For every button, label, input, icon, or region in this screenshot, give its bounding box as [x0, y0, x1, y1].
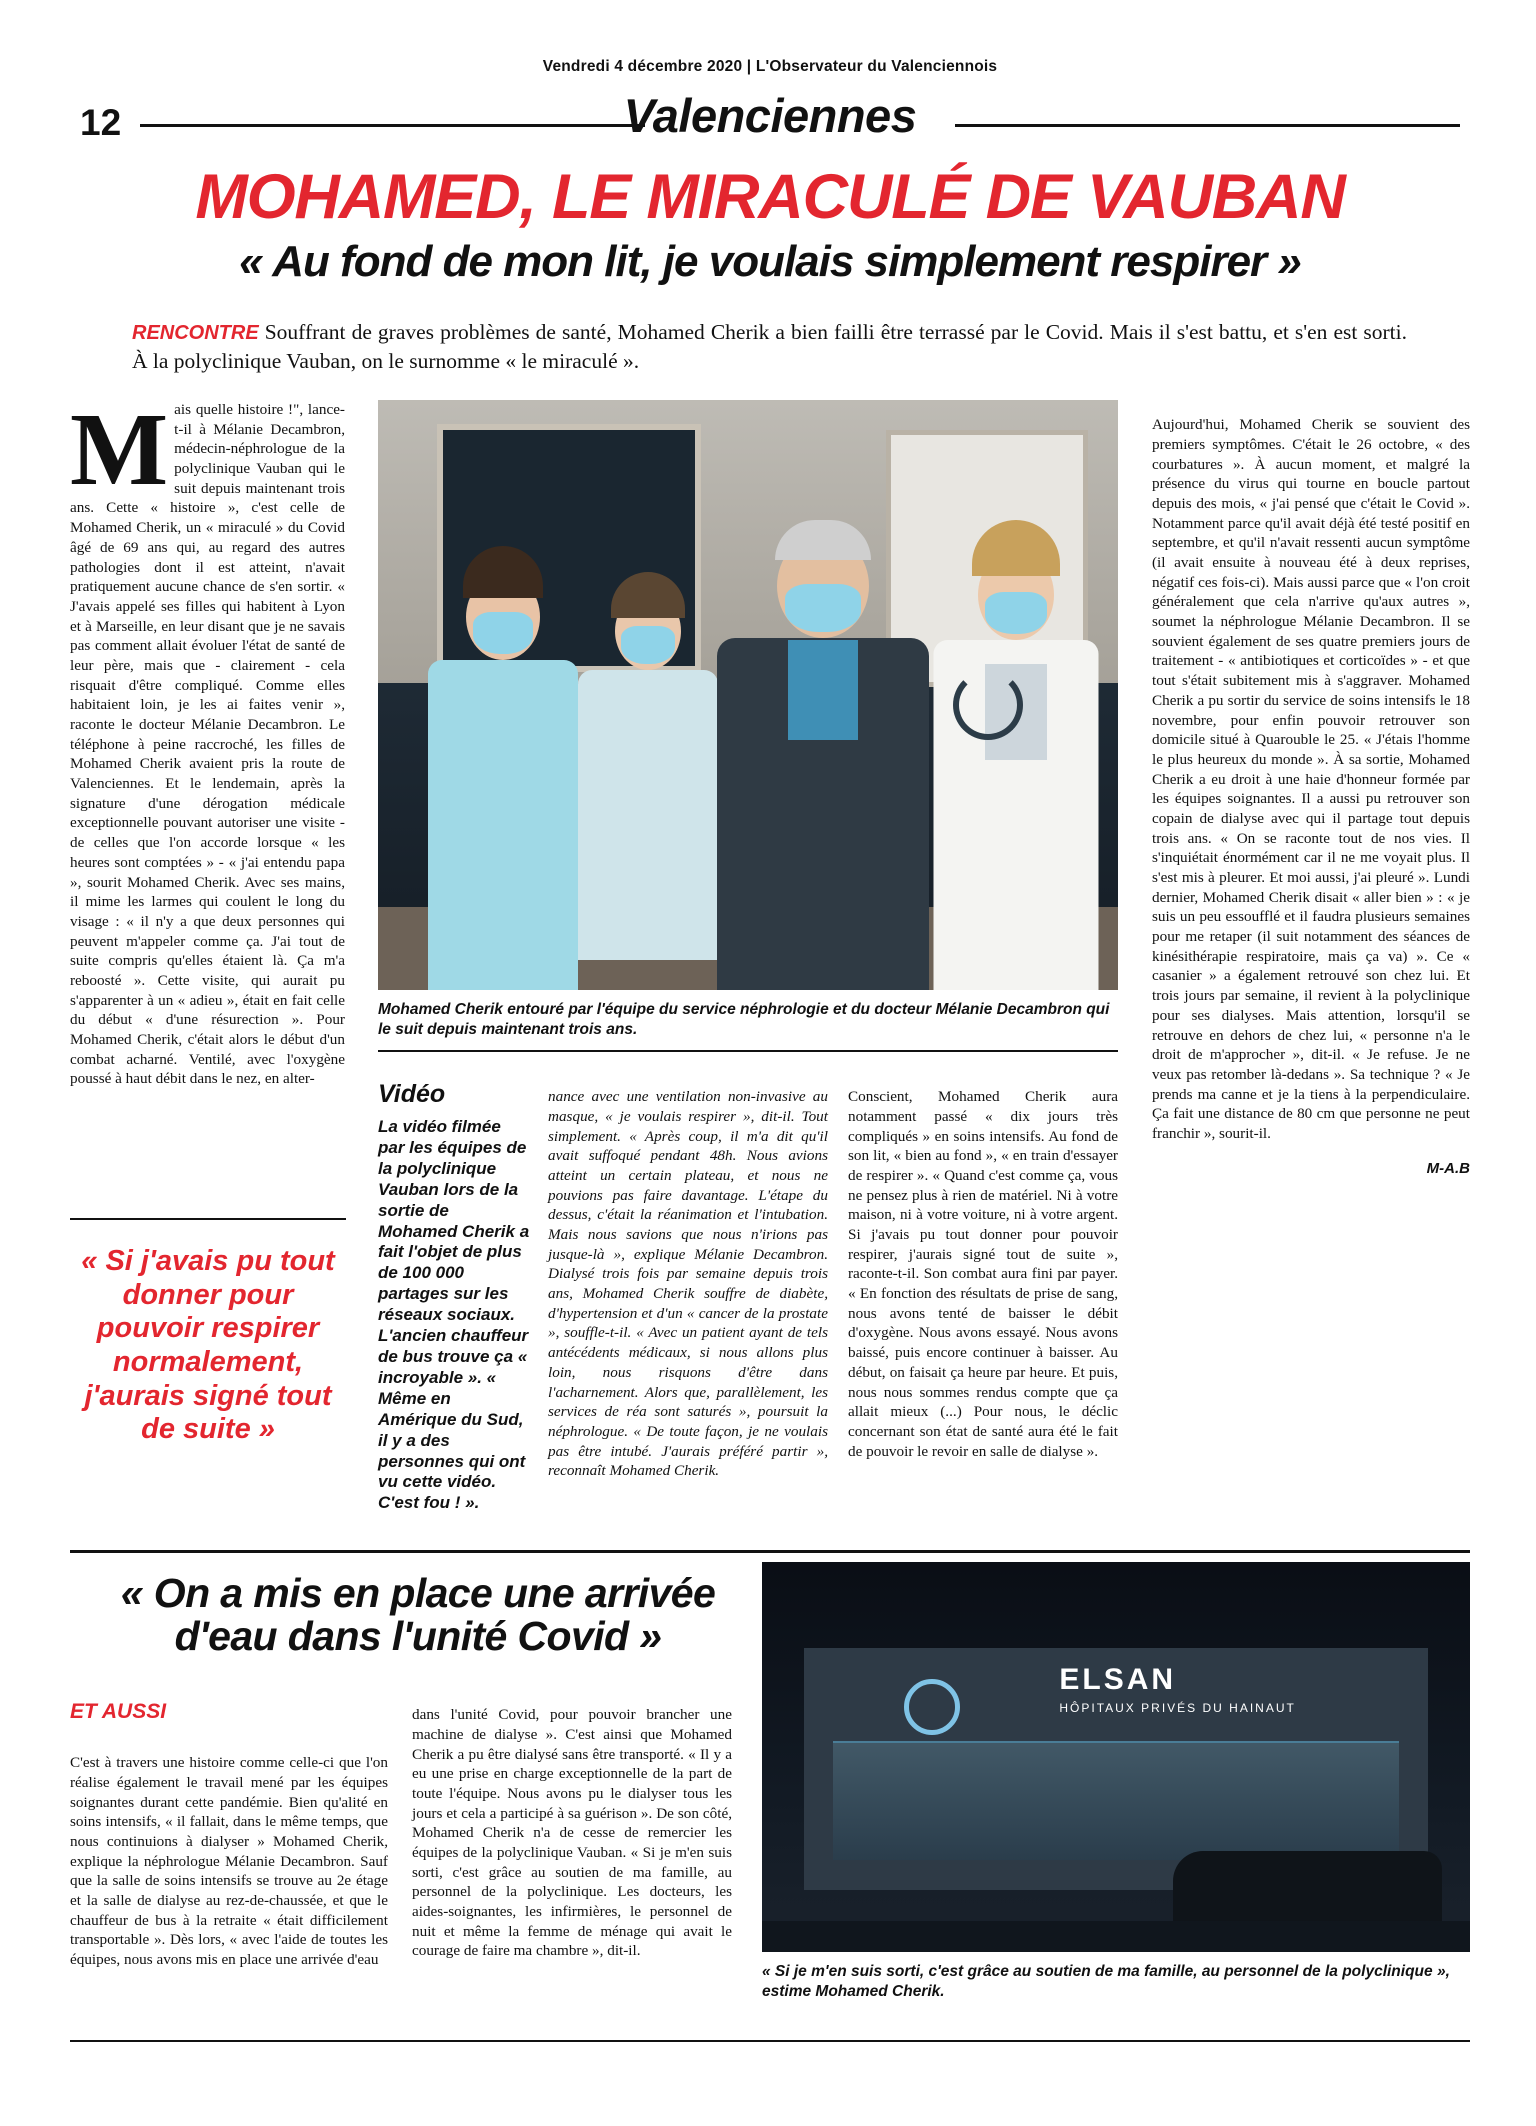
bottom-rule	[70, 2040, 1470, 2042]
secondary-article-kicker: ET AUSSI	[70, 1700, 167, 1723]
video-sidebar-title: Vidéo	[378, 1080, 446, 1108]
headline-block	[70, 162, 1470, 287]
person-nurse-back	[568, 590, 728, 990]
column-continuation-1-text: nance avec une ventilation non-invasive au masque, « je voulais respirer », dit-il. Tout simplement. « Après coup, il m'a dit qu'il avait suffoqué pendant 48h. Nous avions atteint un certain plateau, et nous ne pouvions pas faire davantage. L'étape du dessus, c'était la réanimation et l'intubation. Mais nous savions que nous n'irions pas jusque-là », explique Mélanie Decambron. Dialysé trois fois par semaine depuis trois ans, Mohamed Cherik souffre de diabète, d'hypertension et d'un « cancer de la prostate », souffle-t-il. « Avec un patient ayant de tels antécédents médicaux, si nous allons plus loin, nous risquons d'être dans l'acharnement. Alors que, parallèlement, les services de réa sont saturés », poursuit la néphrologue. « De toute façon, je ne voulais pas être intubé. J'aurais préféré partir », reconnaît Mohamed Cherik.	[548, 1088, 828, 1480]
column-right	[1152, 400, 1470, 1178]
secondary-photo	[762, 1562, 1470, 1952]
lede-text: ais quelle histoire !", lance-t-il à Mélanie Decambron, médecin-néphrologue de la polyclinique Vauban qui le suit depuis maintenant trois ans. Cette « histoire », c'est celle de Mohamed Cherik, un « miraculé » du Covid âgé de 69 ans qui, au regard des autres pathologies dont il est atteint, n'avait pratiquement aucune chance de s'en sortir. « J'avais appelé ses filles qui habitent à Lyon et à Marseille, en leur disant que je ne savais pas comment allait évoluer l'état de santé de leur père, mais que - clairement - cela risquait d'être compliqué. Comme elles habitaient loin, je les ai faites venir », raconte le docteur Mélanie Decambron. Le téléphone à peine raccroché, les filles de Mohamed Cherik avaient pris la route de Valenciennes. Et le lendemain, après la signature d'une dérogation médicale exceptionnelle pouvant autoriser une visite - de celles que l'on accorde lorsque « les heures sont comptées » - « j'ai entendu papa », sourit Mohamed Cherik. Avec ses mains, il mime les larmes qui coulent le long du visage : « il n'y a que deux personnes qui peuvent m'appeler comme ça. J'ai tout de suite compris qu'elles étaient là. Ça m'a reboosté ». Cette visite, qui aurait pu s'apparenter à un « adieu », était en fait celle du début « d'une résurection ». Pour Mohamed Cherik, c'était alors le début d'un combat acharné. Ventilé, avec l'oxygène poussé à haut débit dans le nez, en alter-	[70, 401, 345, 1088]
column-left	[70, 392, 345, 1089]
building-sign-main: ELSAN	[1059, 1663, 1177, 1697]
column-continuation-2-text: Conscient, Mohamed Cherik aura notamment passé « dix jours très compliqués » en soins intensifs. Au fond de son lit, « bien au fond », « en train d'essayer de respirer ». « Quand c'est comme ça, vous ne pensez plus à rien de matériel. Ni à votre maison, ni à votre voiture, ni à votre argent. Si j'avais pu tout donner pour pouvoir respirer, j'aurais signé tout de suite », raconte-t-il. Son combat aura fini par payer. « En fonction des résultats de prise de sang, nous avons tenté de baisser le débit d'oxygène. Nous avons essayé. Nous avons baissé, puis encore continuer à baisser. Au début, on faisait ça heure par heure. Et puis, nous nous sommes rendus compte que ça allait mieux (...) Pour nous, le déclic concernant son état de santé aura été le fait de pouvoir le revoir en salle de dialyse ».	[848, 1088, 1118, 1460]
column-right-text: Aujourd'hui, Mohamed Cherik se souvient des premiers symptômes. C'était le 26 octobre, « des courbatures ». À aucun moment, et malgré la présence du virus qui tourne en boucle partout depuis des mois, « j'ai pensé que c'était le Covid ». Notamment parce qu'il avait déjà été testé positif en septembre, et qu'il n'avait ressenti aucun symptôme (il avait ensuite à nouveau été à deux reprises, négatif ces fois-ci). Mais aussi parce que « l'on croit généralement que cela n'arrive qu'aux autres », soumet la néphrologue Mélanie Decambron. Il se souvient également de ses quatre premiers jours de traitement - « antibiotiques et corticoïdes » - et que tout s'était subitement mis à s'aggraver. Mohamed Cherik a pu sortir du service de soins intensifs le 18 novembre, pour enfin pouvoir retrouver son domicile situé à Quarouble le 25. « J'étais l'homme le plus heureux du monde ». À sa sortie, Mohamed Cherik a eu droit à une haie d'honneur formée par les équipes soignantes. Il a aussi pu retrouver son copain de dialyse avec qui il partage tout depuis trois ans. « On se raconte tout de nos vies. Il s'inquiétait énormément car il ne me voyait plus. Il s'est mis à pleurer. Et moi aussi, j'ai pleuré ». Lundi dernier, Mohamed Cherik disait « aller bien » : « je suis un peu essoufflé et il faudra plusieurs semaines pour me retaper (il suit notamment des séances de kinésithérapie respiratoire, mais ça va) ». Ce « casanier » a également retrouvé son chez lui. Et trois jours par semaine, il revient à la polyclinique pour ses dialyses. Mais attention, lorsqu'il se retrouve en dehors de chez lui, « personne n'a le droit de m'approcher », dit-il. « Je refuse. Je ne veux pas retomber là-dedans ». Sa technique ? « Je prends ma canne et je la tiens à la perpendiculaire. Ça fait une distance de 80 cm que personne ne peut franchir », sourit-il.	[1152, 416, 1470, 1142]
secondary-column-1-text: C'est à travers une histoire comme celle-ci que l'on réalise également le travail mené par les équipes soignantes durant cette pandémie. Bien qu'alité en soins intensifs, « il fallait, dans le même temps, que nous continuions à dialyser » Mohamed Cherik, explique la néphrologue Mélanie Decambron. Sauf que la salle de soins intensifs se trouve au 2e étage et la salle de dialyse au rez-de-chaussée, et que le chauffeur de bus à la retraite « était difficilement transportable ». Dès lors, « avec l'aide de toutes les équipes, nous avons mis en place une arrivée d'eau	[70, 1754, 388, 1969]
video-sidebar-text: La vidéo filmée par les équipes de la polyclinique Vauban lors de la sortie de Mohamed Cherik a fait l'objet de plus de 100 000 partages sur les réseaux sociaux. L'ancien chauffeur de bus trouve ça « incroyable ». « Même en Amérique du Sud, il y a des personnes qui ont vu cette vidéo. C'est fou ! ».	[378, 1117, 530, 1513]
article-subhead: « Au fond de mon lit, je voulais simplement respirer »	[239, 237, 1301, 287]
caption-rule	[378, 1050, 1118, 1052]
lede-paragraph	[70, 392, 345, 1089]
standfirst	[132, 318, 1407, 376]
secondary-photo-caption: « Si je m'en suis sorti, c'est grâce au soutien de ma famille, au personnel de la polyclinique », estime Mohamed Cherik.	[762, 1963, 1450, 2001]
video-sidebar	[378, 1080, 530, 1514]
page-number: 12	[80, 102, 122, 143]
building-sign-sub: HÔPITAUX PRIVÉS DU HAINAUT	[1059, 1701, 1296, 1716]
person-patient	[708, 520, 938, 990]
column-continuation-2	[848, 1072, 1118, 1476]
article-headline: MOHAMED, LE MIRACULÉ DE VAUBAN	[195, 162, 1345, 232]
main-photo	[378, 400, 1118, 990]
building-sign	[1059, 1663, 1295, 1715]
masthead-title-row	[70, 89, 1470, 150]
column-continuation-1	[548, 1072, 828, 1496]
standfirst-kicker: RENCONTRE	[132, 322, 259, 344]
masthead	[70, 58, 1470, 150]
masthead-date: Vendredi 4 décembre 2020 | L'Observateur du Valenciennois	[542, 58, 998, 75]
pull-quote: « Si j'avais pu tout donner pour pouvoir respirer normalement, j'aurais signé tout de suite »	[81, 1245, 335, 1446]
section-title: Valenciennes	[623, 89, 917, 142]
main-photo-caption: Mohamed Cherik entouré par l'équipe du service néphrologie et du docteur Mélanie Decambron qui le suit depuis maintenant trois ans.	[378, 1001, 1110, 1039]
pullquote-rule	[70, 1218, 346, 1220]
standfirst-text: Souffrant de graves problèmes de santé, Mohamed Cherik a bien failli être terrassé par le Covid. Mais il s'est battu, et s'en est sorti. À la polyclinique Vauban, on le surnomme « le miraculé ».	[132, 320, 1407, 373]
rule-right	[955, 124, 1460, 127]
person-nurse-left	[418, 560, 588, 990]
secondary-article-title: « On a mis en place une arrivée d'eau dans l'unité Covid »	[120, 1570, 716, 1660]
elsan-logo-icon	[904, 1679, 960, 1735]
section-divider	[70, 1550, 1470, 1553]
drop-cap: M	[70, 392, 169, 507]
secondary-column-2-text: dans l'unité Covid, pour pouvoir brancher une machine de dialyse ». C'est ainsi que Mohamed Cherik a pu être dialysé sans être transporté. « Il y a eu une prise en charge exceptionnelle de la part de toute l'équipe. Nous avons pu le dialyser tous les jours et cela a participé à sa guérison ». De son côté, Mohamed Cherik n'a de cesse de remercier les équipes de la polyclinique Vauban. « Si je m'en suis sorti, c'est grâce au soutien de ma famille, au personnel de la polyclinique. Les docteurs, les aides-soignantes, les infirmières, le personnel de nuit et même la femme de ménage qui avait le courage de faire ma chambre », dit-il.	[412, 1706, 732, 1960]
secondary-column-1	[70, 1738, 388, 1985]
person-nurse-right	[923, 535, 1108, 990]
byline-signature: M-A.B	[1426, 1159, 1470, 1177]
secondary-column-2	[412, 1690, 732, 1976]
